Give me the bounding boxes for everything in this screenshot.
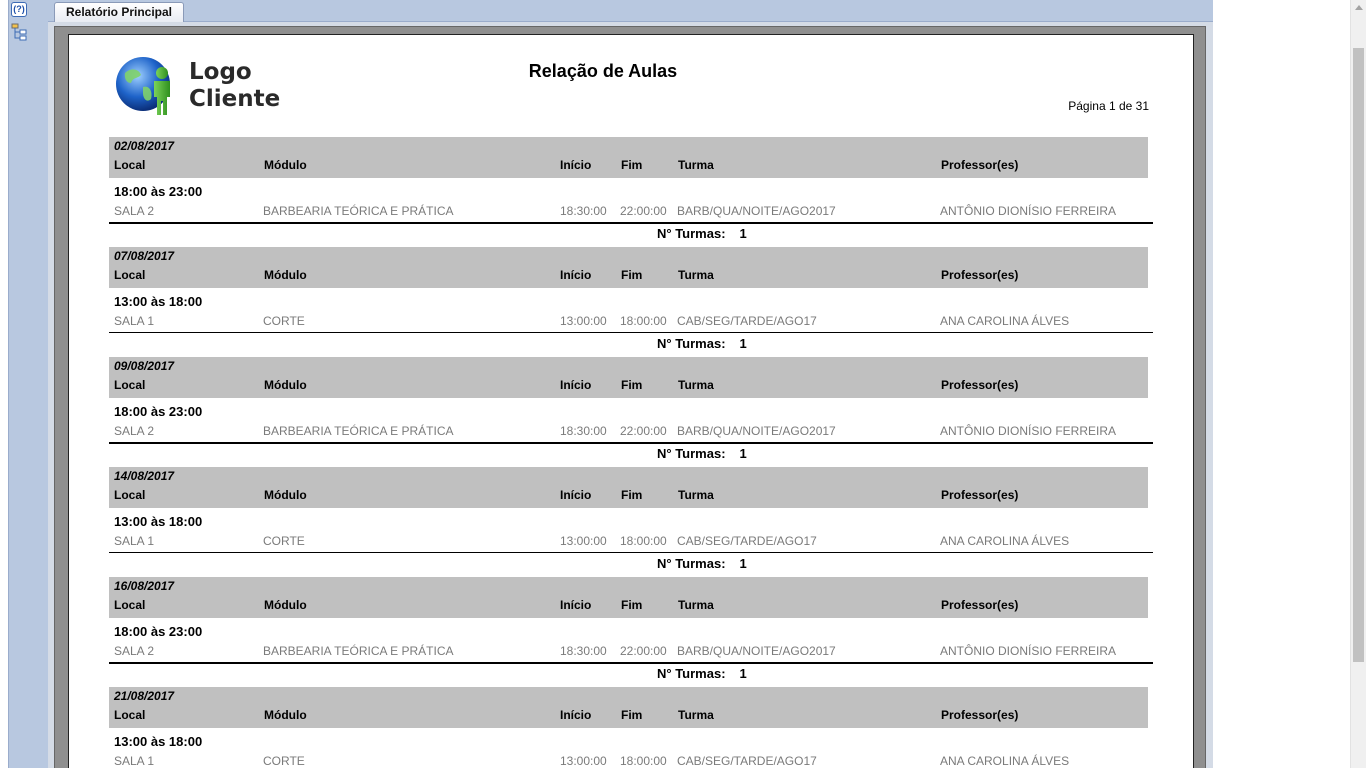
tab-relatorio-principal[interactable]: Relatório Principal [54,2,184,22]
cell-local: SALA 2 [114,204,155,218]
column-header-inicio: Início [560,598,592,612]
summary-label: N° Turmas: [657,446,726,461]
cell-modulo: BARBEARIA TEÓRICA E PRÁTICA [263,204,454,218]
summary-label: N° Turmas: [657,226,726,241]
date-group [109,357,1153,467]
column-header-fim: Fim [621,268,643,282]
vertical-scrollbar[interactable] [1350,0,1366,768]
tree-view-icon [10,22,30,42]
cell-modulo: BARBEARIA TEÓRICA E PRÁTICA [263,424,454,438]
group-header [109,467,1148,508]
group-separator [109,332,1153,333]
cell-fim: 18:00:00 [620,754,667,768]
cell-modulo: CORTE [263,534,305,548]
cell-inicio: 13:00:00 [560,754,607,768]
column-header-fim: Fim [621,708,643,722]
time-range: 18:00 às 23:00 [114,624,203,639]
column-header-professor: Professor(es) [941,488,1019,502]
group-header [109,357,1148,398]
cell-local: SALA 2 [114,644,155,658]
cell-fim: 18:00:00 [620,534,667,548]
cell-inicio: 13:00:00 [560,534,607,548]
summary-label: N° Turmas: [657,556,726,571]
cell-turma: BARB/QUA/NOITE/AGO2017 [677,204,836,218]
column-header-professor: Professor(es) [941,158,1019,172]
turmas-count: 1 [739,446,747,461]
cell-modulo: CORTE [263,314,305,328]
cell-modulo: CORTE [263,754,305,768]
group-header [109,247,1148,288]
cell-inicio: 18:30:00 [560,204,607,218]
column-header-local: Local [114,488,146,502]
cell-fim: 22:00:00 [620,424,667,438]
date-group [109,247,1153,357]
help-button[interactable]: (?) [11,2,27,17]
group-date: 02/08/2017 [114,139,175,153]
turmas-count: 1 [739,666,747,681]
column-header-fim: Fim [621,378,643,392]
turmas-count: 1 [739,336,747,351]
column-header-local: Local [114,158,146,172]
cell-professor: ANTÔNIO DIONÍSIO FERREIRA [940,644,1117,658]
cell-professor: ANTÔNIO DIONÍSIO FERREIRA [940,424,1117,438]
group-separator [109,442,1153,444]
column-header-inicio: Início [560,268,592,282]
group-separator [109,222,1153,224]
group-summary [657,226,747,241]
time-range: 18:00 às 23:00 [114,404,203,419]
date-group [109,467,1153,577]
column-header-local: Local [114,268,146,282]
group-date: 07/08/2017 [114,249,175,263]
cell-inicio: 13:00:00 [560,314,607,328]
date-group [109,577,1153,687]
report-title: Relação de Aulas [528,61,678,81]
cell-local: SALA 2 [114,424,155,438]
cell-professor: ANA CAROLINA ÁLVES [940,314,1070,328]
column-header-fim: Fim [621,598,643,612]
column-header-turma: Turma [678,378,714,392]
column-header-turma: Turma [678,598,714,612]
group-header [109,687,1148,728]
document-map-button[interactable] [10,22,30,42]
left-toolbar-strip [8,0,48,768]
group-header [109,577,1148,618]
cell-modulo: BARBEARIA TEÓRICA E PRÁTICA [263,644,454,658]
empty-margin [1213,0,1350,768]
time-range: 13:00 às 18:00 [114,734,203,749]
cell-fim: 22:00:00 [620,644,667,658]
cell-turma: CAB/SEG/TARDE/AGO17 [677,314,817,328]
cell-local: SALA 1 [114,314,155,328]
column-header-fim: Fim [621,488,643,502]
scroll-up-arrow-icon[interactable] [1355,5,1363,10]
column-header-professor: Professor(es) [941,598,1019,612]
column-header-modulo: Módulo [264,158,307,172]
help-icon: ? [16,4,22,14]
group-summary [657,446,747,461]
column-header-modulo: Módulo [264,268,307,282]
column-header-modulo: Módulo [264,708,307,722]
tab-strip [48,0,1213,22]
report-page [68,34,1194,768]
turmas-count: 1 [739,556,747,571]
summary-label: N° Turmas: [657,666,726,681]
logo-line-1: Logo [189,59,252,85]
column-header-local: Local [114,598,146,612]
group-date: 16/08/2017 [114,579,175,593]
left-toolbar [0,0,48,768]
column-header-modulo: Módulo [264,378,307,392]
group-summary [657,666,747,681]
scrollbar-thumb[interactable] [1353,48,1364,662]
turmas-count: 1 [739,226,747,241]
column-header-modulo: Módulo [264,598,307,612]
column-header-professor: Professor(es) [941,708,1019,722]
column-header-professor: Professor(es) [941,378,1019,392]
cell-professor: ANA CAROLINA ÁLVES [940,754,1070,768]
cell-local: SALA 1 [114,534,155,548]
cell-turma: CAB/SEG/TARDE/AGO17 [677,754,817,768]
column-header-turma: Turma [678,488,714,502]
group-header [109,137,1148,178]
column-header-local: Local [114,378,146,392]
date-group [109,687,1153,768]
column-header-turma: Turma [678,708,714,722]
cell-professor: ANA CAROLINA ÁLVES [940,534,1070,548]
column-header-professor: Professor(es) [941,268,1019,282]
cell-turma: CAB/SEG/TARDE/AGO17 [677,534,817,548]
cell-turma: BARB/QUA/NOITE/AGO2017 [677,424,836,438]
cell-inicio: 18:30:00 [560,424,607,438]
column-header-turma: Turma [678,268,714,282]
cell-turma: BARB/QUA/NOITE/AGO2017 [677,644,836,658]
group-separator [109,662,1153,664]
cell-fim: 18:00:00 [620,314,667,328]
column-header-local: Local [114,708,146,722]
column-header-inicio: Início [560,158,592,172]
group-separator [109,552,1153,553]
date-group [109,137,1153,247]
column-header-turma: Turma [678,158,714,172]
time-range: 13:00 às 18:00 [114,294,203,309]
group-summary [657,336,747,351]
column-header-inicio: Início [560,378,592,392]
time-range: 13:00 às 18:00 [114,514,203,529]
cell-fim: 22:00:00 [620,204,667,218]
column-header-modulo: Módulo [264,488,307,502]
column-header-inicio: Início [560,488,592,502]
group-date: 09/08/2017 [114,359,175,373]
cell-professor: ANTÔNIO DIONÍSIO FERREIRA [940,204,1117,218]
group-date: 14/08/2017 [114,469,175,483]
group-date: 21/08/2017 [114,689,175,703]
cell-local: SALA 1 [114,754,155,768]
cell-inicio: 18:30:00 [560,644,607,658]
time-range: 18:00 às 23:00 [114,184,203,199]
group-summary [657,556,747,571]
page-indicator: Página 1 de 31 [1068,99,1149,113]
summary-label: N° Turmas: [657,336,726,351]
logo-line-2: Cliente [189,86,281,112]
column-header-inicio: Início [560,708,592,722]
column-header-fim: Fim [621,158,643,172]
